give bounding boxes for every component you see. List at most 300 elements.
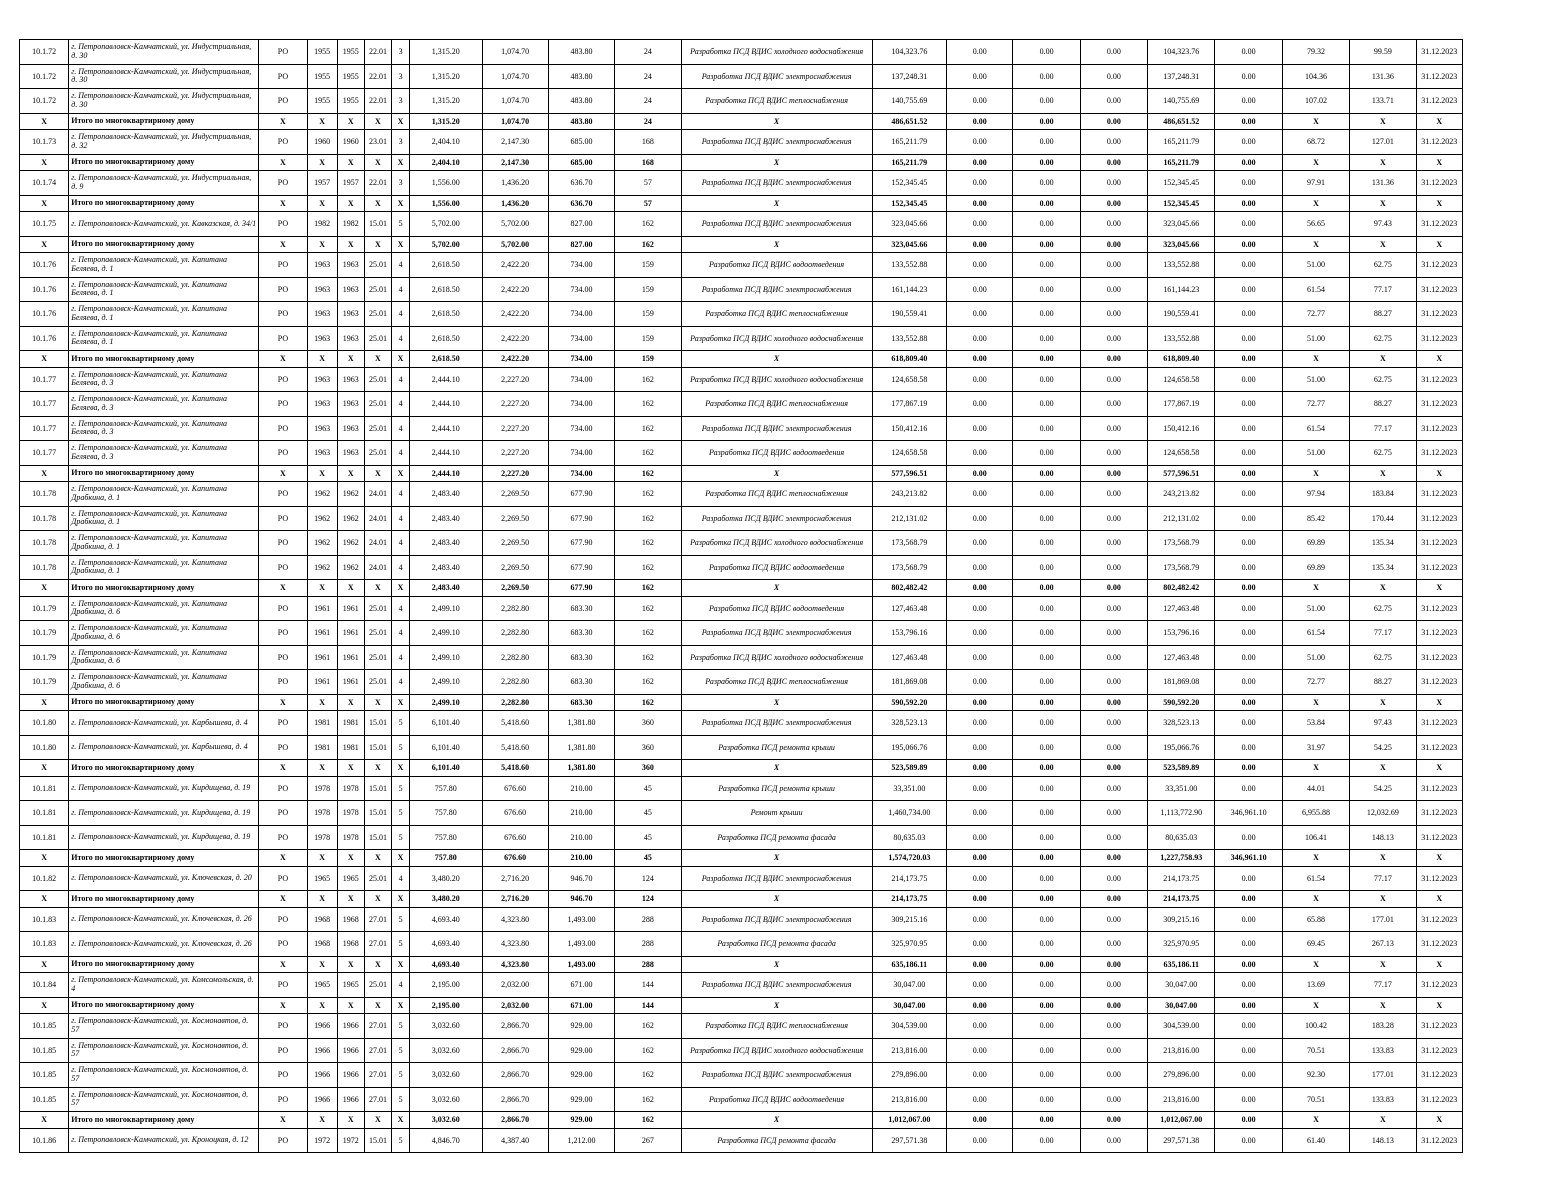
residents-cell: 24 xyxy=(615,89,681,114)
cost-federal-cell: 0.00 xyxy=(947,154,1013,171)
year-built-cell: 1957 xyxy=(307,171,337,196)
floors-cell: X xyxy=(392,236,410,253)
deadline-cell: X xyxy=(1416,891,1462,908)
address-cell: г. Петропавловск-Камчатский, ул. Космонавтов, д. 57 xyxy=(69,1063,259,1088)
address-cell: г. Петропавловск-Камчатский, ул. Кроноцкая, д. 12 xyxy=(69,1128,259,1153)
cost-federal-cell: 0.00 xyxy=(947,367,1013,392)
unit-cost-limit-cell: 99.59 xyxy=(1350,40,1416,65)
living-area-cell: 676.60 xyxy=(482,776,548,801)
cost-other-cell: 0.00 xyxy=(1215,195,1282,212)
total-area-cell: 2,499.10 xyxy=(410,645,482,670)
cost-municipal-cell: 0.00 xyxy=(1080,40,1147,65)
year-built-cell: 1965 xyxy=(307,866,337,891)
year-built-cell: 1963 xyxy=(307,326,337,351)
cost-total-cell: 1,574,720.03 xyxy=(872,850,946,867)
cost-federal-cell: 0.00 xyxy=(947,825,1013,850)
address-cell: Итого по многоквартирному дому xyxy=(69,760,259,777)
residents-cell: 24 xyxy=(615,113,681,130)
cost-total-cell: 1,012,067.00 xyxy=(872,1112,946,1129)
deadline-cell: X xyxy=(1416,1112,1462,1129)
cost-municipal-cell: 0.00 xyxy=(1080,580,1147,597)
wear-percent-cell: 15.01 xyxy=(364,801,391,826)
cost-total-cell: 127,463.48 xyxy=(872,645,946,670)
cost-total-cell: 104,323.76 xyxy=(872,40,946,65)
address-cell: г. Петропавловск-Камчатский, ул. Капитана Беляева, д. 3 xyxy=(69,367,259,392)
deadline-cell: 31.12.2023 xyxy=(1416,776,1462,801)
work-type-cell: Разработка ПСД ВДИС холодного водоснабжения xyxy=(681,326,872,351)
work-type-cell: X xyxy=(681,1112,872,1129)
year-commissioned-cell: X xyxy=(337,850,364,867)
repair-method-cell: РО xyxy=(259,1087,307,1112)
repair-method-cell: X xyxy=(259,154,307,171)
table-row xyxy=(20,531,1463,556)
total-area-cell: 2,483.40 xyxy=(410,580,482,597)
unit-cost-limit-cell: 135.34 xyxy=(1350,555,1416,580)
deadline-cell: 31.12.2023 xyxy=(1416,866,1462,891)
residents-cell: 45 xyxy=(615,776,681,801)
year-commissioned-cell: 1978 xyxy=(337,825,364,850)
residents-cell: 159 xyxy=(615,302,681,327)
address-cell: г. Петропавловск-Камчатский, ул. Индустриальная, д. 9 xyxy=(69,171,259,196)
cost-other-cell: 0.00 xyxy=(1215,1112,1282,1129)
unit-cost-cell: 70.51 xyxy=(1282,1038,1349,1063)
residents-cell: 162 xyxy=(615,1112,681,1129)
unit-cost-cell: 51.00 xyxy=(1282,253,1349,278)
floors-cell: 3 xyxy=(392,40,410,65)
repair-method-cell: РО xyxy=(259,1128,307,1153)
cost-municipal-cell: 0.00 xyxy=(1080,670,1147,695)
unit-cost-limit-cell: 183.84 xyxy=(1350,482,1416,507)
floors-cell: 5 xyxy=(392,907,410,932)
cost-regional-cell: 0.00 xyxy=(1013,580,1080,597)
cost-regional-cell: 0.00 xyxy=(1013,1038,1080,1063)
year-built-cell: 1963 xyxy=(307,277,337,302)
wear-percent-cell: 22.01 xyxy=(364,89,391,114)
item-number-cell: 10.1.76 xyxy=(20,277,69,302)
floors-cell: 4 xyxy=(392,555,410,580)
total-area-cell: 2,195.00 xyxy=(410,997,482,1014)
unit-cost-cell: X xyxy=(1282,236,1349,253)
roof-area-cell: 1,493.00 xyxy=(548,907,614,932)
wear-percent-cell: 15.01 xyxy=(364,776,391,801)
item-number-cell: 10.1.81 xyxy=(20,776,69,801)
unit-cost-cell: X xyxy=(1282,1112,1349,1129)
work-type-cell: Разработка ПСД ВДИС холодного водоснабжения xyxy=(681,1038,872,1063)
cost-total-cell: 523,589.89 xyxy=(872,760,946,777)
year-built-cell: X xyxy=(307,154,337,171)
unit-cost-limit-cell: 62.75 xyxy=(1350,645,1416,670)
wear-percent-cell: 24.01 xyxy=(364,531,391,556)
roof-area-cell: 683.30 xyxy=(548,670,614,695)
table-row xyxy=(20,302,1463,327)
item-number-cell: 10.1.79 xyxy=(20,596,69,621)
floors-cell: 4 xyxy=(392,416,410,441)
cost-owners-cell: 173,568.79 xyxy=(1148,555,1215,580)
residents-cell: 162 xyxy=(615,531,681,556)
address-cell: г. Петропавловск-Камчатский, ул. Капитана Драбкина, д. 6 xyxy=(69,645,259,670)
unit-cost-cell: 72.77 xyxy=(1282,670,1349,695)
work-type-cell: Разработка ПСД ВДИС электроснабжения xyxy=(681,621,872,646)
residents-cell: 162 xyxy=(615,1014,681,1039)
total-row xyxy=(20,997,1463,1014)
roof-area-cell: 683.30 xyxy=(548,621,614,646)
cost-municipal-cell: 0.00 xyxy=(1080,64,1147,89)
item-number-cell: 10.1.82 xyxy=(20,866,69,891)
cost-owners-cell: 127,463.48 xyxy=(1148,596,1215,621)
cost-owners-cell: 635,186.11 xyxy=(1148,956,1215,973)
roof-area-cell: 210.00 xyxy=(548,801,614,826)
unit-cost-cell: 61.54 xyxy=(1282,416,1349,441)
repair-method-cell: РО xyxy=(259,1014,307,1039)
residents-cell: 124 xyxy=(615,866,681,891)
year-commissioned-cell: 1961 xyxy=(337,596,364,621)
cost-federal-cell: 0.00 xyxy=(947,1038,1013,1063)
table-row xyxy=(20,670,1463,695)
floors-cell: 4 xyxy=(392,326,410,351)
cost-municipal-cell: 0.00 xyxy=(1080,1014,1147,1039)
year-built-cell: X xyxy=(307,760,337,777)
cost-regional-cell: 0.00 xyxy=(1013,277,1080,302)
year-commissioned-cell: 1968 xyxy=(337,907,364,932)
living-area-cell: 2,227.20 xyxy=(482,367,548,392)
floors-cell: X xyxy=(392,891,410,908)
item-number-cell: X xyxy=(20,1112,69,1129)
residents-cell: 162 xyxy=(615,670,681,695)
roof-area-cell: 685.00 xyxy=(548,154,614,171)
address-cell: Итого по многоквартирному дому xyxy=(69,956,259,973)
cost-federal-cell: 0.00 xyxy=(947,973,1013,998)
address-cell: г. Петропавловск-Камчатский, ул. Капитана Беляева, д. 3 xyxy=(69,416,259,441)
address-cell: г. Петропавловск-Камчатский, ул. Космонавтов, д. 57 xyxy=(69,1038,259,1063)
wear-percent-cell: 27.01 xyxy=(364,907,391,932)
item-number-cell: 10.1.78 xyxy=(20,555,69,580)
cost-federal-cell: 0.00 xyxy=(947,1112,1013,1129)
cost-municipal-cell: 0.00 xyxy=(1080,866,1147,891)
work-type-cell: Разработка ПСД ВДИС холодного водоснабжения xyxy=(681,367,872,392)
residents-cell: 360 xyxy=(615,760,681,777)
deadline-cell: X xyxy=(1416,760,1462,777)
cost-total-cell: 212,131.02 xyxy=(872,506,946,531)
roof-area-cell: 671.00 xyxy=(548,997,614,1014)
cost-municipal-cell: 0.00 xyxy=(1080,89,1147,114)
cost-federal-cell: 0.00 xyxy=(947,891,1013,908)
unit-cost-limit-cell: 133.71 xyxy=(1350,89,1416,114)
total-area-cell: 757.80 xyxy=(410,825,482,850)
unit-cost-limit-cell: 77.17 xyxy=(1350,416,1416,441)
year-commissioned-cell: 1957 xyxy=(337,171,364,196)
cost-municipal-cell: 0.00 xyxy=(1080,956,1147,973)
unit-cost-cell: 51.00 xyxy=(1282,441,1349,466)
cost-municipal-cell: 0.00 xyxy=(1080,907,1147,932)
total-row xyxy=(20,956,1463,973)
table-row xyxy=(20,89,1463,114)
cost-regional-cell: 0.00 xyxy=(1013,195,1080,212)
deadline-cell: 31.12.2023 xyxy=(1416,1063,1462,1088)
total-area-cell: 1,315.20 xyxy=(410,40,482,65)
table-row xyxy=(20,482,1463,507)
floors-cell: 4 xyxy=(392,302,410,327)
residents-cell: 162 xyxy=(615,645,681,670)
unit-cost-limit-cell: X xyxy=(1350,891,1416,908)
cost-owners-cell: 323,045.66 xyxy=(1148,236,1215,253)
repair-method-cell: X xyxy=(259,113,307,130)
total-area-cell: 4,693.40 xyxy=(410,907,482,932)
item-number-cell: 10.1.76 xyxy=(20,326,69,351)
work-type-cell: Разработка ПСД ВДИС электроснабжения xyxy=(681,277,872,302)
living-area-cell: 1,436.20 xyxy=(482,171,548,196)
floors-cell: 5 xyxy=(392,825,410,850)
roof-area-cell: 677.90 xyxy=(548,482,614,507)
living-area-cell: 2,422.20 xyxy=(482,253,548,278)
roof-area-cell: 636.70 xyxy=(548,171,614,196)
roof-area-cell: 685.00 xyxy=(548,130,614,155)
unit-cost-limit-cell: X xyxy=(1350,997,1416,1014)
unit-cost-cell: 79.32 xyxy=(1282,40,1349,65)
living-area-cell: 676.60 xyxy=(482,825,548,850)
address-cell: г. Петропавловск-Камчатский, ул. Индустриальная, д. 32 xyxy=(69,130,259,155)
table-row xyxy=(20,1128,1463,1153)
residents-cell: 24 xyxy=(615,64,681,89)
floors-cell: 4 xyxy=(392,531,410,556)
cost-federal-cell: 0.00 xyxy=(947,866,1013,891)
repair-method-cell: РО xyxy=(259,212,307,237)
wear-percent-cell: X xyxy=(364,1112,391,1129)
cost-regional-cell: 0.00 xyxy=(1013,1128,1080,1153)
repair-method-cell: X xyxy=(259,956,307,973)
work-type-cell: X xyxy=(681,694,872,711)
deadline-cell: 31.12.2023 xyxy=(1416,416,1462,441)
unit-cost-limit-cell: 131.36 xyxy=(1350,64,1416,89)
cost-owners-cell: 30,047.00 xyxy=(1148,997,1215,1014)
deadline-cell: 31.12.2023 xyxy=(1416,89,1462,114)
cost-regional-cell: 0.00 xyxy=(1013,154,1080,171)
cost-other-cell: 0.00 xyxy=(1215,171,1282,196)
cost-total-cell: 243,213.82 xyxy=(872,482,946,507)
year-commissioned-cell: 1955 xyxy=(337,64,364,89)
year-commissioned-cell: 1963 xyxy=(337,367,364,392)
table-row xyxy=(20,825,1463,850)
item-number-cell: X xyxy=(20,760,69,777)
total-area-cell: 2,483.40 xyxy=(410,506,482,531)
total-area-cell: 3,032.60 xyxy=(410,1014,482,1039)
total-row xyxy=(20,891,1463,908)
item-number-cell: 10.1.80 xyxy=(20,711,69,736)
unit-cost-limit-cell: X xyxy=(1350,580,1416,597)
repair-method-cell: РО xyxy=(259,253,307,278)
cost-municipal-cell: 0.00 xyxy=(1080,645,1147,670)
work-type-cell: Разработка ПСД ВДИС электроснабжения xyxy=(681,212,872,237)
cost-owners-cell: 304,539.00 xyxy=(1148,1014,1215,1039)
wear-percent-cell: 25.01 xyxy=(364,621,391,646)
cost-federal-cell: 0.00 xyxy=(947,277,1013,302)
work-type-cell: X xyxy=(681,997,872,1014)
cost-other-cell: 0.00 xyxy=(1215,891,1282,908)
cost-owners-cell: 137,248.31 xyxy=(1148,64,1215,89)
wear-percent-cell: 24.01 xyxy=(364,555,391,580)
floors-cell: X xyxy=(392,154,410,171)
year-built-cell: 1963 xyxy=(307,302,337,327)
living-area-cell: 4,323.80 xyxy=(482,932,548,957)
work-type-cell: Разработка ПСД ВДИС электроснабжения xyxy=(681,171,872,196)
year-commissioned-cell: 1978 xyxy=(337,776,364,801)
roof-area-cell: 483.80 xyxy=(548,89,614,114)
cost-municipal-cell: 0.00 xyxy=(1080,531,1147,556)
year-commissioned-cell: X xyxy=(337,113,364,130)
unit-cost-cell: 97.94 xyxy=(1282,482,1349,507)
living-area-cell: 2,866.70 xyxy=(482,1038,548,1063)
cost-municipal-cell: 0.00 xyxy=(1080,212,1147,237)
table-row xyxy=(20,416,1463,441)
cost-other-cell: 0.00 xyxy=(1215,735,1282,760)
cost-total-cell: 127,463.48 xyxy=(872,596,946,621)
total-area-cell: 6,101.40 xyxy=(410,735,482,760)
repair-method-cell: X xyxy=(259,997,307,1014)
cost-regional-cell: 0.00 xyxy=(1013,711,1080,736)
unit-cost-cell: 13.69 xyxy=(1282,973,1349,998)
cost-regional-cell: 0.00 xyxy=(1013,555,1080,580)
year-built-cell: 1962 xyxy=(307,531,337,556)
year-built-cell: X xyxy=(307,351,337,368)
year-commissioned-cell: 1965 xyxy=(337,866,364,891)
year-commissioned-cell: 1963 xyxy=(337,277,364,302)
floors-cell: 4 xyxy=(392,645,410,670)
cost-municipal-cell: 0.00 xyxy=(1080,392,1147,417)
cost-federal-cell: 0.00 xyxy=(947,1014,1013,1039)
cost-federal-cell: 0.00 xyxy=(947,171,1013,196)
year-commissioned-cell: 1961 xyxy=(337,670,364,695)
roof-area-cell: 827.00 xyxy=(548,212,614,237)
residents-cell: 162 xyxy=(615,482,681,507)
wear-percent-cell: 25.01 xyxy=(364,326,391,351)
year-built-cell: 1965 xyxy=(307,973,337,998)
item-number-cell: 10.1.85 xyxy=(20,1087,69,1112)
floors-cell: X xyxy=(392,850,410,867)
table-row xyxy=(20,711,1463,736)
address-cell: Итого по многоквартирному дому xyxy=(69,1112,259,1129)
wear-percent-cell: X xyxy=(364,891,391,908)
year-built-cell: X xyxy=(307,580,337,597)
work-type-cell: Разработка ПСД ВДИС водоотведения xyxy=(681,596,872,621)
living-area-cell: 2,269.50 xyxy=(482,531,548,556)
address-cell: Итого по многоквартирному дому xyxy=(69,694,259,711)
cost-owners-cell: 1,227,758.93 xyxy=(1148,850,1215,867)
cost-municipal-cell: 0.00 xyxy=(1080,735,1147,760)
cost-federal-cell: 0.00 xyxy=(947,64,1013,89)
year-built-cell: 1963 xyxy=(307,392,337,417)
cost-owners-cell: 104,323.76 xyxy=(1148,40,1215,65)
cost-federal-cell: 0.00 xyxy=(947,531,1013,556)
year-built-cell: 1961 xyxy=(307,596,337,621)
unit-cost-limit-cell: 77.17 xyxy=(1350,621,1416,646)
year-built-cell: 1972 xyxy=(307,1128,337,1153)
address-cell: г. Петропавловск-Камчатский, ул. Капитана Беляева, д. 1 xyxy=(69,302,259,327)
year-built-cell: 1955 xyxy=(307,64,337,89)
living-area-cell: 2,282.80 xyxy=(482,645,548,670)
cost-owners-cell: 133,552.88 xyxy=(1148,326,1215,351)
cost-federal-cell: 0.00 xyxy=(947,236,1013,253)
repair-method-cell: РО xyxy=(259,670,307,695)
wear-percent-cell: 15.01 xyxy=(364,825,391,850)
living-area-cell: 2,269.50 xyxy=(482,506,548,531)
wear-percent-cell: 22.01 xyxy=(364,64,391,89)
work-type-cell: Разработка ПСД ремонта фасада xyxy=(681,932,872,957)
item-number-cell: X xyxy=(20,891,69,908)
year-built-cell: X xyxy=(307,1112,337,1129)
year-commissioned-cell: X xyxy=(337,465,364,482)
deadline-cell: 31.12.2023 xyxy=(1416,645,1462,670)
total-area-cell: 4,693.40 xyxy=(410,956,482,973)
residents-cell: 162 xyxy=(615,580,681,597)
year-commissioned-cell: X xyxy=(337,236,364,253)
year-built-cell: X xyxy=(307,997,337,1014)
roof-area-cell: 734.00 xyxy=(548,441,614,466)
floors-cell: 5 xyxy=(392,711,410,736)
roof-area-cell: 827.00 xyxy=(548,236,614,253)
wear-percent-cell: 25.01 xyxy=(364,645,391,670)
living-area-cell: 2,866.70 xyxy=(482,1112,548,1129)
cost-federal-cell: 0.00 xyxy=(947,1087,1013,1112)
unit-cost-limit-cell: X xyxy=(1350,351,1416,368)
cost-owners-cell: 153,796.16 xyxy=(1148,621,1215,646)
cost-municipal-cell: 0.00 xyxy=(1080,850,1147,867)
total-area-cell: 757.80 xyxy=(410,801,482,826)
address-cell: Итого по многоквартирному дому xyxy=(69,580,259,597)
total-row xyxy=(20,1112,1463,1129)
cost-regional-cell: 0.00 xyxy=(1013,596,1080,621)
living-area-cell: 2,282.80 xyxy=(482,670,548,695)
living-area-cell: 4,323.80 xyxy=(482,956,548,973)
cost-owners-cell: 173,568.79 xyxy=(1148,531,1215,556)
table-row xyxy=(20,866,1463,891)
year-commissioned-cell: 1965 xyxy=(337,973,364,998)
year-built-cell: 1955 xyxy=(307,89,337,114)
cost-owners-cell: 124,658.58 xyxy=(1148,441,1215,466)
deadline-cell: 31.12.2023 xyxy=(1416,482,1462,507)
repair-method-cell: X xyxy=(259,465,307,482)
roof-area-cell: 636.70 xyxy=(548,195,614,212)
cost-municipal-cell: 0.00 xyxy=(1080,253,1147,278)
work-type-cell: Разработка ПСД ремонта фасада xyxy=(681,825,872,850)
repair-method-cell: РО xyxy=(259,130,307,155)
year-commissioned-cell: 1962 xyxy=(337,482,364,507)
wear-percent-cell: 25.01 xyxy=(364,367,391,392)
living-area-cell: 1,074.70 xyxy=(482,89,548,114)
cost-other-cell: 0.00 xyxy=(1215,956,1282,973)
residents-cell: 45 xyxy=(615,850,681,867)
year-commissioned-cell: X xyxy=(337,956,364,973)
wear-percent-cell: 25.01 xyxy=(364,973,391,998)
cost-owners-cell: 486,651.52 xyxy=(1148,113,1215,130)
cost-municipal-cell: 0.00 xyxy=(1080,997,1147,1014)
address-cell: Итого по многоквартирному дому xyxy=(69,154,259,171)
total-row xyxy=(20,760,1463,777)
residents-cell: 162 xyxy=(615,212,681,237)
cost-federal-cell: 0.00 xyxy=(947,932,1013,957)
floors-cell: 3 xyxy=(392,64,410,89)
cost-federal-cell: 0.00 xyxy=(947,89,1013,114)
wear-percent-cell: 25.01 xyxy=(364,596,391,621)
roof-area-cell: 734.00 xyxy=(548,367,614,392)
cost-total-cell: 152,345.45 xyxy=(872,171,946,196)
floors-cell: 4 xyxy=(392,506,410,531)
repair-method-cell: РО xyxy=(259,907,307,932)
living-area-cell: 1,074.70 xyxy=(482,64,548,89)
cost-total-cell: 802,482.42 xyxy=(872,580,946,597)
total-row xyxy=(20,465,1463,482)
capital-repair-table xyxy=(19,39,1463,1153)
living-area-cell: 4,323.80 xyxy=(482,907,548,932)
address-cell: Итого по многоквартирному дому xyxy=(69,236,259,253)
